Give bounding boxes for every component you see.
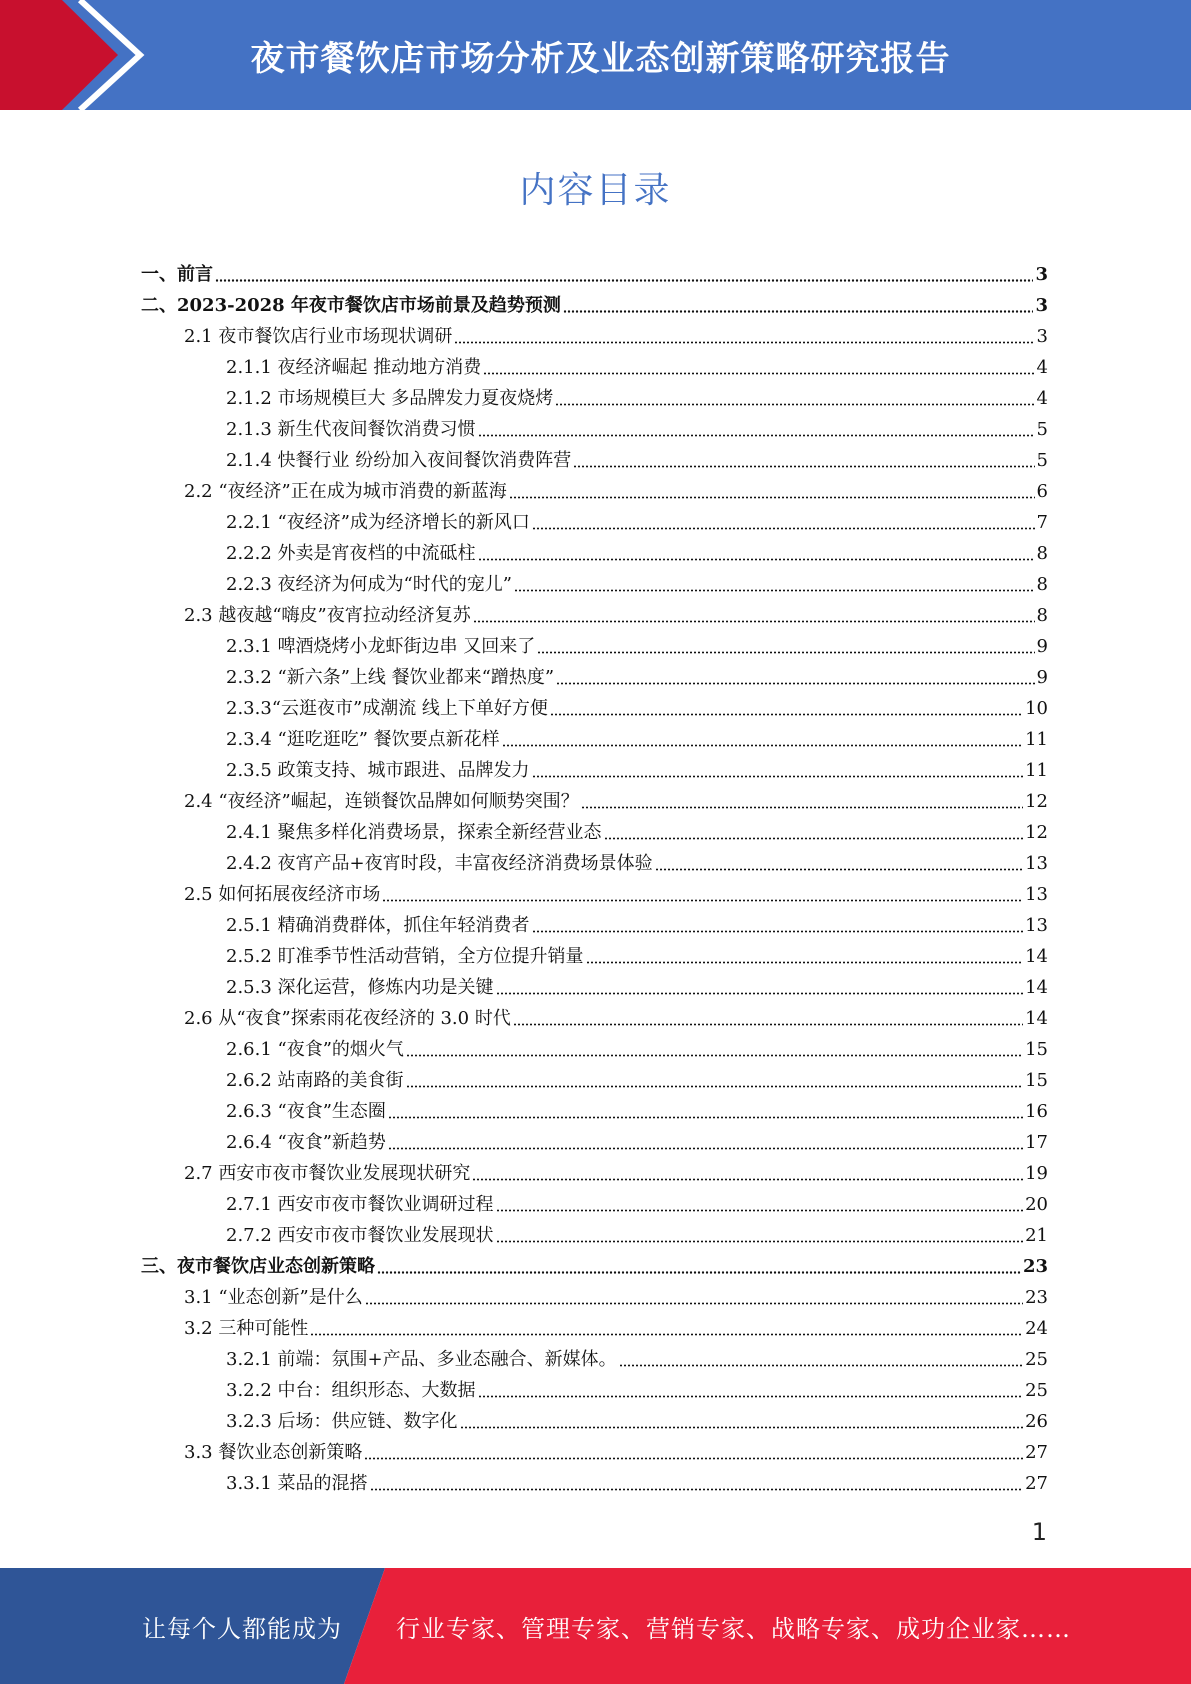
toc-entry-title: 2.3.5 政策支持、城市跟进、品牌发力 — [226, 760, 530, 781]
toc-entry-title: 2.1 夜市餐饮店行业市场现状调研 — [184, 326, 453, 347]
page-number: 1 — [1031, 1518, 1047, 1546]
toc-entry-page: 27 — [1025, 1473, 1048, 1494]
toc-entry-title: 2.3.2 “新六条”上线 餐饮业都来“蹭热度” — [226, 667, 555, 688]
toc-entry[interactable] — [184, 1154, 1048, 1185]
toc-dot-leader — [532, 775, 1024, 778]
toc-entry[interactable] — [226, 813, 1048, 844]
toc-entry-title: 2.1.4 快餐行业 纷纷加入夜间餐饮消费阵营 — [226, 450, 572, 471]
toc-entry-title: 3.3.1 菜品的混搭 — [226, 1473, 368, 1494]
toc-entry-page: 5 — [1036, 450, 1048, 471]
toc-entry-page: 8 — [1036, 574, 1048, 595]
toc-dot-leader — [563, 310, 1034, 313]
toc-entry-page: 13 — [1025, 853, 1048, 874]
toc-entry[interactable] — [226, 751, 1048, 782]
toc-entry-title: 2.3.4 “逛吃逛吃” 餐饮要点新花样 — [226, 729, 500, 750]
toc-entry[interactable] — [226, 441, 1048, 472]
toc-entry-page: 17 — [1025, 1132, 1048, 1153]
toc-entry-title: 2.2.2 外卖是宵夜档的中流砥柱 — [226, 543, 476, 564]
toc-entry-page: 14 — [1025, 977, 1048, 998]
toc-dot-leader — [454, 341, 1034, 344]
toc-entry[interactable] — [184, 317, 1048, 348]
toc-entry[interactable] — [141, 1247, 1048, 1278]
toc-entry-title: 2.2.3 夜经济为何成为“时代的宠儿” — [226, 574, 512, 595]
toc-dot-leader — [496, 1209, 1024, 1212]
toc-dot-leader — [581, 806, 1023, 809]
toc-entry[interactable] — [226, 968, 1048, 999]
toc-entry[interactable] — [226, 1402, 1048, 1433]
toc-entry-page: 10 — [1025, 698, 1048, 719]
toc-entry-title: 2.1.2 市场规模巨大 多品牌发力夏夜烧烤 — [226, 388, 554, 409]
toc-entry-title: 2.4 “夜经济”崛起，连锁餐饮品牌如何顺势突围？ — [184, 791, 579, 812]
toc-entry-page: 11 — [1025, 760, 1048, 781]
toc-entry-title: 2.5.1 精确消费群体，抓住年轻消费者 — [226, 915, 530, 936]
toc-entry-title: 2.6.3 “夜食”生态圈 — [226, 1101, 386, 1122]
toc-dot-leader — [532, 527, 1035, 530]
toc-dot-leader — [377, 1271, 1021, 1274]
toc-entry-page: 16 — [1025, 1101, 1048, 1122]
toc-entry-page: 7 — [1036, 512, 1048, 533]
toc-entry[interactable] — [226, 906, 1048, 937]
toc-entry[interactable] — [184, 875, 1048, 906]
toc-dot-leader — [388, 1147, 1023, 1150]
toc-entry-title: 2.3 越夜越“嗨皮”夜宵拉动经济复苏 — [184, 605, 471, 626]
toc-entry[interactable] — [226, 627, 1048, 658]
toc-entry-page: 3 — [1035, 264, 1048, 285]
toc-entry-title: 2.7.2 西安市夜市餐饮业发展现状 — [226, 1225, 494, 1246]
toc-dot-leader — [406, 1085, 1024, 1088]
toc-dot-leader — [586, 961, 1024, 964]
toc-entry-title: 2.5.2 盯准季节性活动营销，全方位提升销量 — [226, 946, 584, 967]
toc-entry-page: 26 — [1025, 1411, 1048, 1432]
toc-entry-title: 2.3.1 啤酒烧烤小龙虾街边串 又回来了 — [226, 636, 536, 657]
toc-entry-page: 11 — [1025, 729, 1048, 750]
toc-dot-leader — [555, 403, 1034, 406]
toc-entry-page: 23 — [1025, 1287, 1048, 1308]
toc-entry-title: 2.3.3“云逛夜市”成潮流 线上下单好方便 — [226, 698, 548, 719]
toc-dot-leader — [556, 682, 1034, 685]
toc-entry-title: 三、夜市餐饮店业态创新策略 — [141, 1256, 375, 1277]
toc-dot-leader — [473, 620, 1035, 623]
toc-entry-title: 2.5.3 深化运营，修炼内功是关键 — [226, 977, 494, 998]
toc-dot-leader — [550, 713, 1023, 716]
toc-dot-leader — [215, 279, 1033, 282]
toc-entry[interactable] — [184, 1278, 1048, 1309]
toc-entry-title: 2.6.4 “夜食”新趋势 — [226, 1132, 386, 1153]
toc-dot-leader — [514, 589, 1035, 592]
toc-entry-page: 23 — [1022, 1256, 1048, 1277]
toc-entry-page: 4 — [1036, 357, 1048, 378]
toc-entry-title: 2.5 如何拓展夜经济市场 — [184, 884, 381, 905]
toc-entry-page: 25 — [1025, 1380, 1048, 1401]
toc-entry-page: 15 — [1025, 1039, 1048, 1060]
toc-entry-page: 12 — [1025, 791, 1048, 812]
toc-dot-leader — [502, 744, 1023, 747]
toc-entry-title: 2.2.1 “夜经济”成为经济增长的新风口 — [226, 512, 530, 533]
toc-heading: 内容目录 — [519, 170, 672, 211]
footer-slogan-left: 让每个人都能成为 — [142, 1614, 342, 1643]
toc-dot-leader — [472, 1178, 1023, 1181]
toc-entry[interactable] — [226, 844, 1048, 875]
toc-entry-title: 2.7 西安市夜市餐饮业发展现状研究 — [184, 1163, 471, 1184]
toc-entry[interactable] — [226, 565, 1048, 596]
toc-entry-page: 20 — [1025, 1194, 1048, 1215]
toc-entry-page: 6 — [1036, 481, 1048, 502]
toc-entry-title: 3.2 三种可能性 — [184, 1318, 309, 1339]
toc-dot-leader — [496, 992, 1024, 995]
report-title: 夜市餐饮店市场分析及业态创新策略研究报告 — [250, 38, 951, 79]
toc-dot-leader — [370, 1488, 1024, 1491]
toc-entry-title: 2.4.2 夜宵产品+夜宵时段，丰富夜经济消费场景体验 — [226, 853, 653, 874]
toc-dot-leader — [619, 1364, 1023, 1367]
toc-dot-leader — [537, 651, 1034, 654]
toc-entry[interactable] — [226, 379, 1048, 410]
toc-entry-title: 2.1.1 夜经济崛起 推动地方消费 — [226, 357, 482, 378]
toc-entry-title: 2.6 从“夜食”探索雨花夜经济的 3.0 时代 — [184, 1008, 511, 1029]
toc-dot-leader — [532, 930, 1024, 933]
toc-entry[interactable] — [226, 410, 1048, 441]
toc-entry[interactable] — [184, 1433, 1048, 1464]
toc-dot-leader — [388, 1116, 1023, 1119]
toc-dot-leader — [509, 496, 1035, 499]
toc-dot-leader — [406, 1054, 1023, 1057]
footer-banner — [0, 1568, 1191, 1684]
toc-entry[interactable] — [226, 720, 1048, 751]
toc-entry-page: 5 — [1036, 419, 1048, 440]
toc-dot-leader — [483, 372, 1034, 375]
toc-dot-leader — [496, 1240, 1024, 1243]
toc-dot-leader — [573, 465, 1034, 468]
toc-entry-page: 15 — [1025, 1070, 1048, 1091]
toc-entry-title: 3.2.1 前端：氛围+产品、多业态融合、新媒体。 — [226, 1349, 617, 1370]
toc-entry[interactable] — [226, 1185, 1048, 1216]
toc-entry-page: 14 — [1025, 1008, 1048, 1029]
toc-entry-page: 4 — [1036, 388, 1048, 409]
toc-entry-title: 3.2.3 后场：供应链、数字化 — [226, 1411, 458, 1432]
footer-slogan-right: 行业专家、管理专家、营销专家、战略专家、成功企业家…… — [396, 1614, 1071, 1643]
toc-dot-leader — [365, 1302, 1023, 1305]
toc-entry[interactable] — [226, 503, 1048, 534]
toc-entry[interactable] — [226, 534, 1048, 565]
toc-entry[interactable] — [141, 286, 1048, 317]
toc-dot-leader — [604, 837, 1024, 840]
toc-entry[interactable] — [184, 596, 1048, 627]
toc-entry-page: 9 — [1036, 667, 1048, 688]
toc-entry[interactable] — [226, 1464, 1048, 1495]
toc-entry[interactable] — [226, 1030, 1048, 1061]
toc-entry[interactable] — [226, 1123, 1048, 1154]
toc-entry-title: 3.3 餐饮业态创新策略 — [184, 1442, 363, 1463]
toc-entry-page: 27 — [1025, 1442, 1048, 1463]
toc-entry[interactable] — [226, 689, 1048, 720]
toc-entry-title: 2.6.2 站南路的美食街 — [226, 1070, 404, 1091]
toc-dot-leader — [478, 558, 1035, 561]
toc-dot-leader — [513, 1023, 1023, 1026]
toc-dot-leader — [655, 868, 1023, 871]
toc-entry-page: 24 — [1025, 1318, 1048, 1339]
toc-entry[interactable] — [141, 255, 1048, 286]
toc-dot-leader — [364, 1457, 1023, 1460]
toc-entry-page: 3 — [1035, 295, 1048, 316]
toc-entry[interactable] — [226, 1340, 1048, 1371]
toc-entry-page: 25 — [1025, 1349, 1048, 1370]
toc-entry[interactable] — [184, 472, 1048, 503]
toc-entry-page: 21 — [1025, 1225, 1048, 1246]
toc-entry-page: 13 — [1025, 915, 1048, 936]
toc-entry[interactable] — [184, 999, 1048, 1030]
toc-dot-leader — [478, 1395, 1024, 1398]
toc-entry-title: 2.4.1 聚焦多样化消费场景，探索全新经营业态 — [226, 822, 602, 843]
toc-entry[interactable] — [226, 1371, 1048, 1402]
toc-entry[interactable] — [226, 937, 1048, 968]
toc-entry-page: 8 — [1036, 543, 1048, 564]
toc-entry[interactable] — [226, 1216, 1048, 1247]
toc-entry-title: 3.2.2 中台：组织形态、大数据 — [226, 1380, 476, 1401]
toc-entry[interactable] — [226, 348, 1048, 379]
toc-entry-title: 3.1 “业态创新”是什么 — [184, 1287, 363, 1308]
toc-entry-title: 一、前言 — [141, 264, 213, 285]
toc-entry[interactable] — [184, 782, 1048, 813]
toc-entry-title: 2.1.3 新生代夜间餐饮消费习惯 — [226, 419, 476, 440]
toc-entry[interactable] — [226, 1092, 1048, 1123]
toc-entry[interactable] — [184, 1309, 1048, 1340]
toc-entry-page: 3 — [1036, 326, 1048, 347]
toc-entry-title: 2.2 “夜经济”正在成为城市消费的新蓝海 — [184, 481, 507, 502]
header-banner — [0, 0, 1191, 110]
toc-entry-page: 9 — [1036, 636, 1048, 657]
toc-dot-leader — [310, 1333, 1023, 1336]
toc-dot-leader — [460, 1426, 1024, 1429]
toc-entry[interactable] — [226, 1061, 1048, 1092]
toc-entry-title: 2.6.1 “夜食”的烟火气 — [226, 1039, 404, 1060]
toc-dot-leader — [478, 434, 1035, 437]
toc-entry-page: 8 — [1036, 605, 1048, 626]
toc-entry-page: 13 — [1025, 884, 1048, 905]
toc-entry-title: 二、2023-2028 年夜市餐饮店市场前景及趋势预测 — [141, 295, 561, 316]
toc-entry-title: 2.7.1 西安市夜市餐饮业调研过程 — [226, 1194, 494, 1215]
toc-dot-leader — [382, 899, 1023, 902]
toc-entry-page: 14 — [1025, 946, 1048, 967]
toc-entry[interactable] — [226, 658, 1048, 689]
toc-entry-page: 19 — [1025, 1163, 1048, 1184]
toc-entry-page: 12 — [1025, 822, 1048, 843]
